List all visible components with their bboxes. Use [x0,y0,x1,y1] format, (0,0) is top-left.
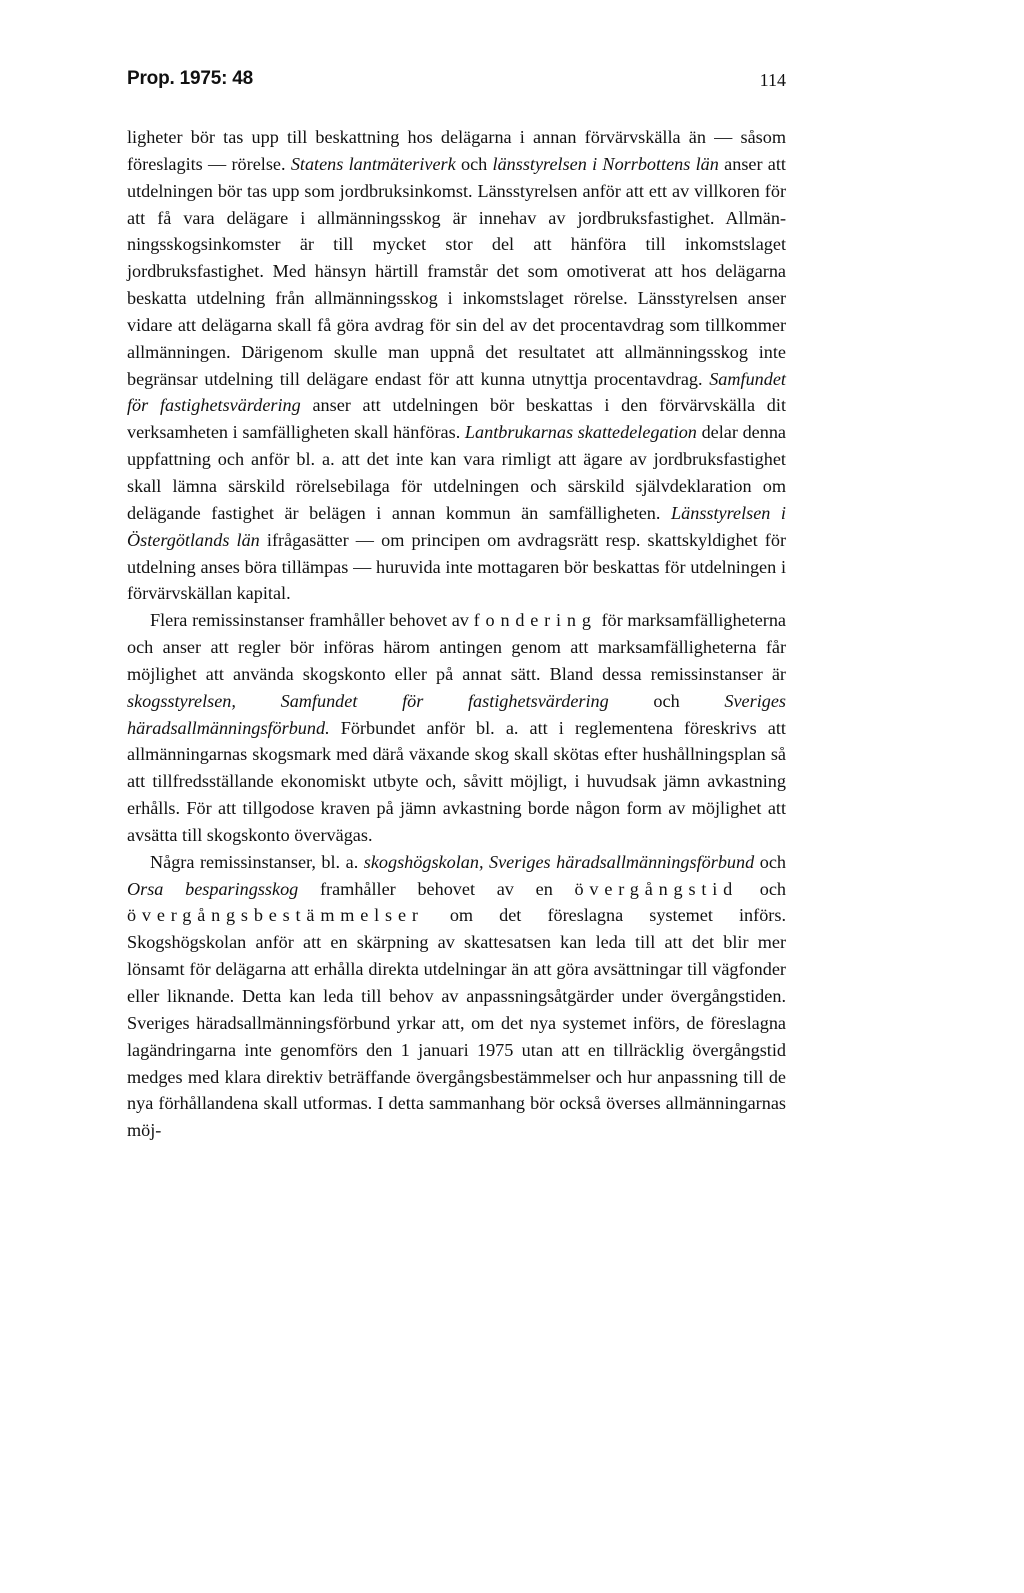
italic-reference: Samfundet för fastighetsvärdering [127,368,786,416]
text-run: Förbundet anför bl. a. att i reglementena föreskrivs att allmänningarnas skogsmark med därå växande skog skall skötas efter hushållningsplan så att tillfredsställande ekonomiskt utbyte och, såvitt möjligt, i huvudsak jämn avkastning erhålls. För att tillgodose kraven på jämn avkastning borde någon form av möjlighet att avsätta till skogskonto övervägas. [127,717,786,845]
text-run: Flera remissinstanser framhåller behovet av [150,610,474,631]
document-reference: Prop. 1975: 48 [127,68,254,89]
text-run: delar denna uppfattning och anför bl. a. att det inte kan vara rimligt att ägare av jordbruksfastighet skall lämna särskild rörelsebilaga för utdelningen och särskild självdeklaration om delägande fastighet är belägen i annan kommun än samfälligheten. [127,422,786,523]
text-run: och [754,851,786,872]
italic-reference: länsstyrelsen i Norrbottens län [492,153,719,174]
paragraph [127,849,786,1144]
text-run: anser att utdelningen bör tas upp som jordbruksinkomst. Länsstyrelsen anför att ett av villkoren för att få vara delägare i allmänningsskog är innehav av jordbruksfastighet. Allmänningsskogsinkomster är till mycket stor del att hänföra till inkomstslaget jordbruksfastighet. Med hänsyn härtill framstår det som omotiverat att hos delägarna beskatta utdelning från allmänningsskog i inkomstslaget rörelse. Länsstyrelsen anser vidare att delägarna skall få göra avdrag för sin del av det procentavdrag som tillkommer allmänningen. Därigenom skulle man uppnå det resultatet att allmänningsskog inte begränsar utdelning till delägare endast för att kunna utnyttja procentavdrag. [127,153,786,389]
italic-reference: skogshögskolan, Sveriges häradsallmänningsförbund [363,851,755,872]
paragraph [127,607,786,849]
italic-reference: Sveriges häradsallmänningsförbund. [127,690,786,738]
text-run: Några remissinstanser, bl. a. [150,851,364,872]
text-run: och [608,690,725,711]
text-run: och [455,153,493,174]
emphasized-term: övergångstid [574,878,739,899]
page-header [127,68,786,98]
italic-reference: Lantbrukarnas skattedelegation [464,422,697,443]
text-run: och [738,878,787,899]
text-run: ligheter bör tas upp till beskattning hos delägarna i annan förvärvskälla än — såsom föreslagits — rörelse. [127,127,786,174]
italic-reference: Länsstyrelsen i Östergötlands län [127,502,786,550]
emphasized-term: övergångsbestämmelser [127,905,424,926]
italic-reference: skogsstyrelsen, Samfundet för fastighetsvärdering [127,690,609,711]
paragraph [127,124,786,607]
italic-reference: Orsa besparingsskog [127,878,299,899]
text-run: anser att utdelningen bör beskattas i den förvärvskälla dit verksamheten i samfälligheten skall hänföras. [127,395,787,443]
text-run: för marksamfälligheterna och anser att regler bör införas härom antingen genom att marksamfälligheterna får möjlighet att använda skogskonto eller på annat sätt. Bland dessa remissinstanser är [127,610,786,684]
text-run: om det föreslagna systemet införs. Skogshögskolan anför att en skärpning av skattesatsen kan leda till att det blir mer lönsamt för delägarna att erhålla direkta utdelningar än att göra avsättningar till vägfonder eller liknande. Detta kan leda till behov av anpassningsåtgärder under övergångstiden. Sveriges häradsallmänningsförbund yrkar att, om det nya systemet införs, de föreslagna lagändringarna inte genomförs den 1 januari 1975 utan att en tillräcklig övergångstid medges med klara direktiv beträffande övergångsbestämmelser och hur anpassning till de nya förhållandena skall utformas. I detta sammanhang bör också överses allmänningarnas möj- [127,905,786,1141]
text-run: ifrågasätter — om principen om avdragsrätt resp. skattskyldighet för utdelning anses böra tillämpas — huruvida inte mottagaren bör beskattas för utdelningen i förvärvskällan kapital. [127,529,786,604]
italic-reference: Statens lantmäteriverk [290,153,456,174]
body-text [127,124,786,1144]
page-number: 114 [759,70,786,90]
text-run: framhåller behovet av en [298,878,575,899]
emphasized-term: fondering [473,610,597,631]
